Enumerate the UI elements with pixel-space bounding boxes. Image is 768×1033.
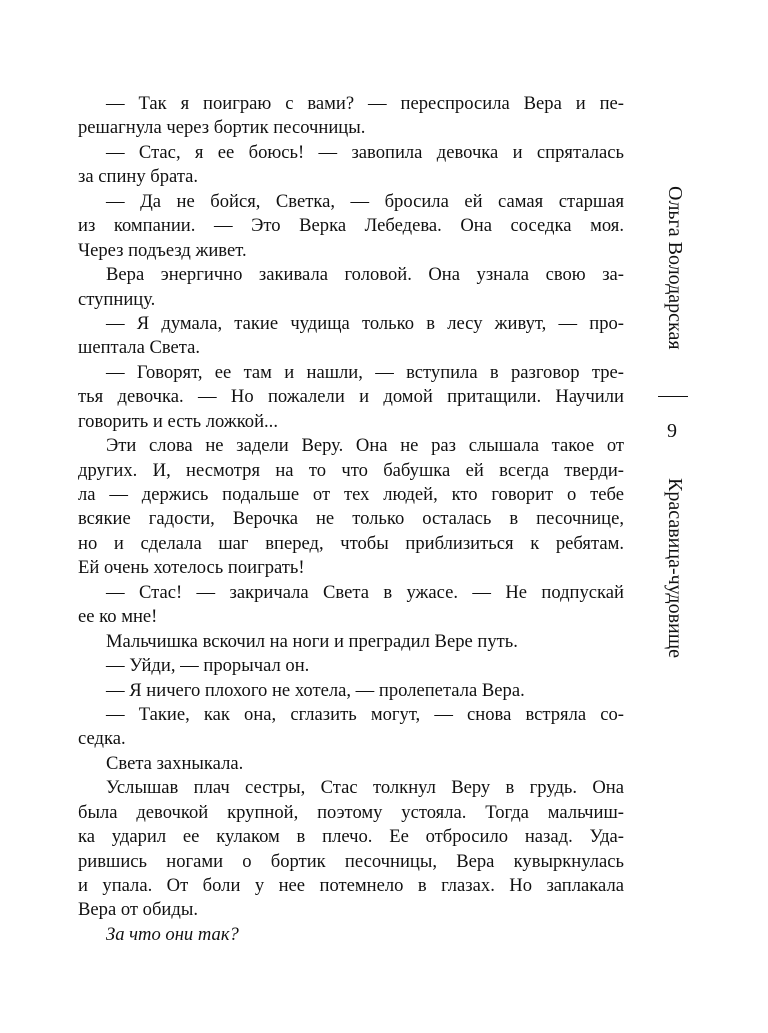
text-line: — Говорят, ее там и нашли, — вступила в разговор тре- — [106, 361, 624, 383]
running-head-author: Ольга Володарская — [664, 186, 686, 350]
text-line: Света захныкала. — [106, 752, 244, 774]
body-text — [78, 92, 624, 947]
text-line: тья девочка. — Но пожалели и домой притащили. Научили — [78, 386, 624, 408]
text-line: ка ударил ее кулаком в плечо. Ее отбросило назад. Уда- — [78, 826, 624, 848]
text-line: ступницу. — [78, 288, 156, 310]
text-line: но и сделала шаг вперед, чтобы приблизиться к ребятам. — [78, 532, 624, 554]
text-line: за спину брата. — [78, 166, 199, 188]
text-line: ла — держись подальше от тех людей, кто говорит о тебе — [78, 484, 624, 505]
text-line: — Я думала, такие чудища только в лесу живут, — про- — [106, 312, 624, 334]
text-line: рившись ногами о бортик песочницы, Вера кувыркнулась — [78, 850, 624, 872]
text-line: — Стас! — закричала Света в ужасе. — Не подпускай — [106, 581, 624, 603]
running-head-title: Красавица-чудовище — [664, 478, 686, 658]
text-line: Вера от обиды. — [78, 899, 198, 921]
text-line: и упала. От боли у нее потемнело в глазах. Но заплакала — [78, 875, 624, 896]
running-head-column — [634, 0, 704, 1033]
text-line: шептала Света. — [78, 337, 201, 359]
text-line: других. И, несмотря на то что бабушка ей всегда тверди- — [78, 459, 624, 481]
text-line: — Так я поиграю с вами? — переспросила Вера и пе- — [106, 93, 624, 114]
text-line: ее ко мне! — [78, 606, 158, 628]
text-line: Вера энергично закивала головой. Она узнала свою за- — [106, 264, 624, 286]
page-number: 9 — [667, 420, 677, 442]
text-line: Ей очень хотелось поиграть! — [78, 557, 305, 579]
text-line: — Да не бойся, Светка, — бросила ей самая старшая — [106, 190, 624, 212]
folio-rule — [658, 396, 688, 397]
text-line: Мальчишка вскочил на ноги и преградил Вере путь. — [106, 630, 518, 652]
text-line: говорить и есть ложкой... — [78, 410, 278, 432]
text-line: Услышав плач сестры, Стас толкнул Веру в грудь. Она — [106, 777, 624, 799]
text-line: — Уйди, — прорычал он. — [106, 655, 310, 677]
text-line: всякие гадости, Верочка не только осталась в песочнице, — [78, 508, 624, 530]
text-line: седка. — [78, 728, 126, 750]
text-line: решагнула через бортик песочницы. — [78, 117, 366, 139]
text-line: Эти слова не задели Веру. Она не раз слышала такое от — [106, 435, 624, 457]
text-line: — Такие, как она, сглазить могут, — снова встряла со- — [106, 703, 624, 725]
text-line: За что они так? — [106, 923, 239, 945]
text-line: — Стас, я ее боюсь! — завопила девочка и спряталась — [106, 141, 624, 163]
text-line: — Я ничего плохого не хотела, — пролепетала Вера. — [106, 679, 525, 701]
text-line: из компании. — Это Верка Лебедева. Она соседка моя. — [78, 215, 624, 237]
text-line: Через подъезд живет. — [78, 239, 247, 261]
text-line: была девочкой крупной, поэтому устояла. Тогда мальчиш- — [78, 801, 624, 823]
